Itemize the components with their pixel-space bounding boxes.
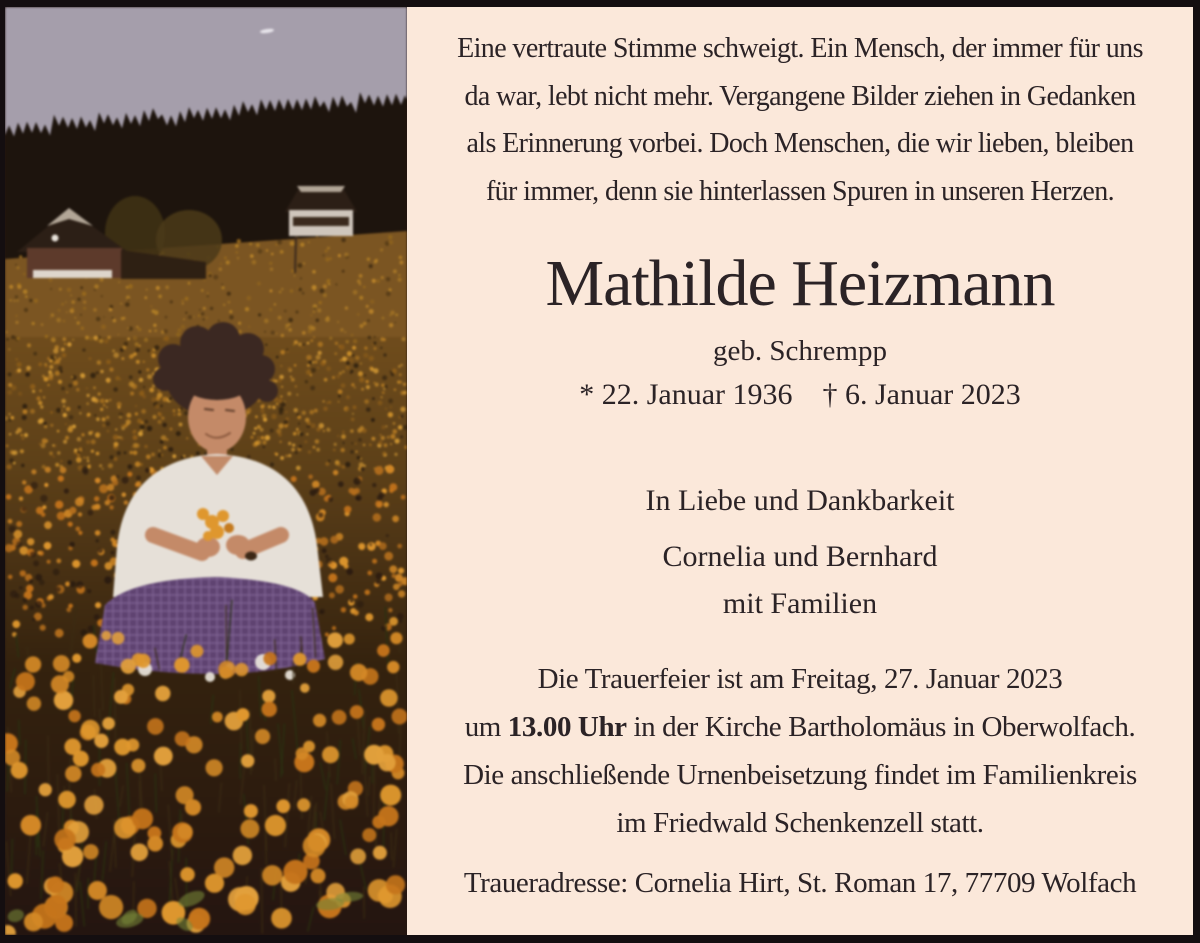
funeral-line: Die anschließende Urnenbeisetzung findet im Familienkreis [463, 759, 1137, 791]
funeral-location: in der Kirche Bartholomäus in Oberwolfach. [626, 711, 1136, 743]
birth-date: * 22. Januar 1936 [579, 378, 793, 411]
funeral-line [407, 703, 1193, 751]
funeral-time: 13.00 Uhr [507, 711, 627, 743]
maiden-name: geb. Schrempp [713, 335, 887, 367]
eye [226, 410, 234, 411]
mourner-families: mit Familien [722, 587, 878, 620]
wristwatch [245, 552, 257, 561]
photo-scene [5, 7, 407, 935]
farewell-heading: In Liebe und Dankbarkeit [645, 484, 955, 517]
funeral-time-prefix: um [464, 711, 508, 743]
mourner-names: Cornelia und Bernhard [662, 540, 938, 573]
verse-line: da war, lebt nicht mehr. Vergangene Bilder ziehen in Gedanken [464, 80, 1136, 112]
life-dates [407, 375, 1193, 415]
opening-verse [407, 25, 1193, 215]
memorial-photo-illustration [5, 7, 407, 935]
verse-line: für immer, denn sie hinterlassen Spuren in unseren Herzen. [485, 175, 1115, 207]
eye [205, 409, 213, 410]
memorial-photo [5, 7, 407, 935]
verse-line: als Erinnerung vorbei. Doch Menschen, die wir lieben, bleiben [466, 128, 1134, 159]
clipping-inner [5, 7, 1193, 935]
verse-line: Eine vertraute Stimme schweigt. Ein Mensch, der immer für uns [457, 33, 1143, 64]
funeral-line: im Friedwald Schenkenzell statt. [616, 807, 984, 839]
hand [226, 535, 250, 555]
deceased-name: Mathilde Heizmann [545, 247, 1055, 320]
funeral-details [407, 655, 1193, 847]
funeral-line: Die Trauerfeier ist am Freitag, 27. Januar 2023 [537, 663, 1063, 695]
mourning-address: Traueradresse: Cornelia Hirt, St. Roman 17, 77709 Wolfach [463, 867, 1137, 899]
death-date: † 6. Januar 2023 [822, 378, 1021, 411]
notice-panel [407, 7, 1193, 935]
